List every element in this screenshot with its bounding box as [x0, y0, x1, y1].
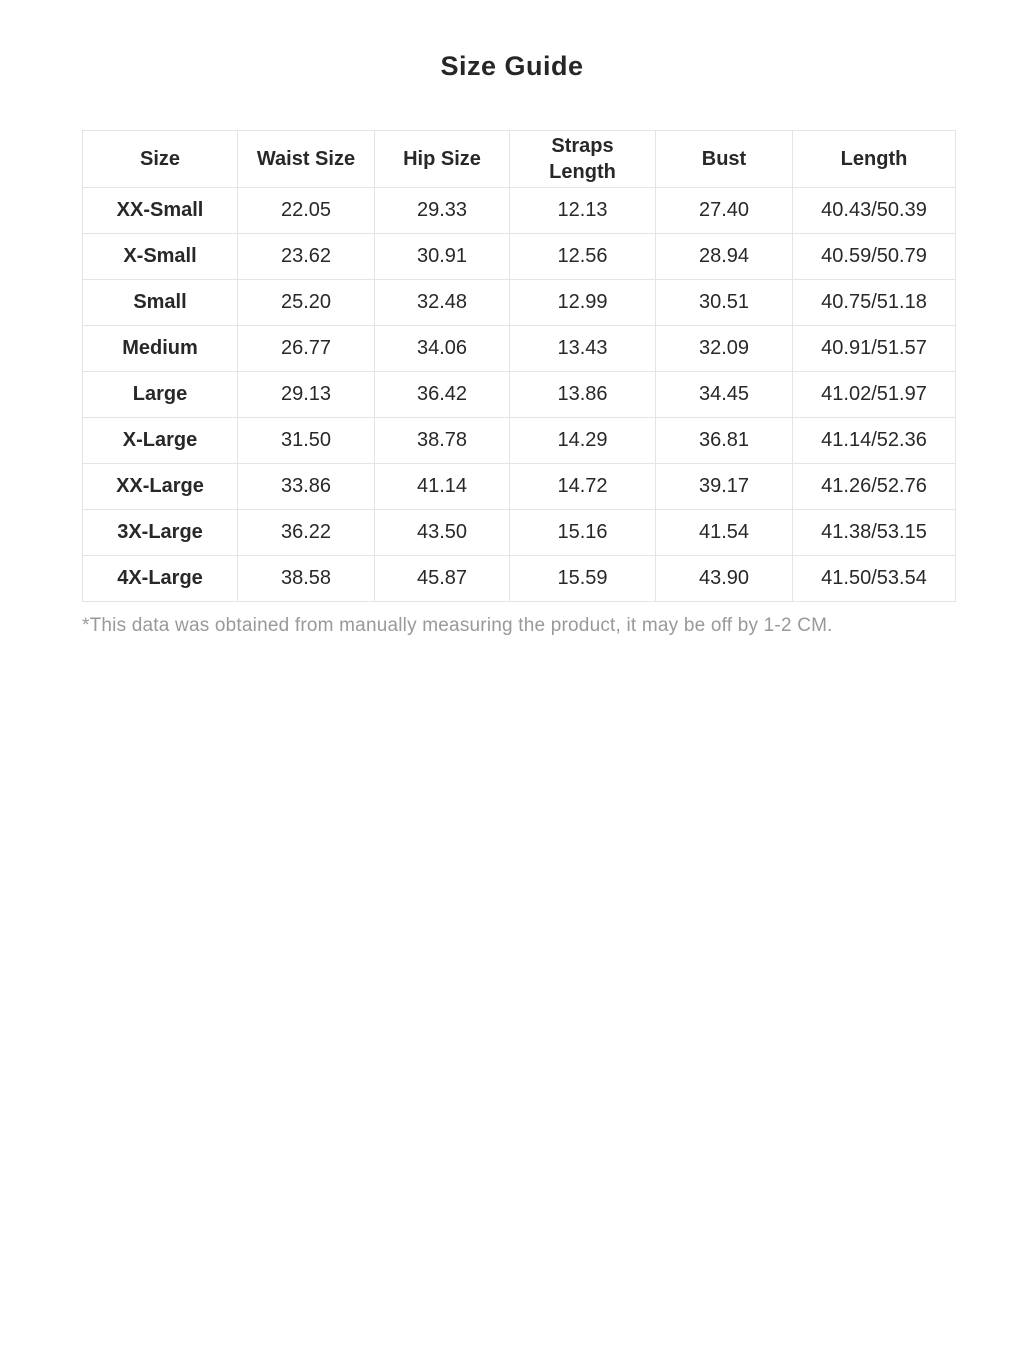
size-label-cell: XX-Large — [83, 464, 238, 510]
waist-size-cell: 26.77 — [238, 326, 375, 372]
bust-cell: 30.51 — [656, 280, 793, 326]
size-label-cell: XX-Small — [83, 188, 238, 234]
length-cell: 40.75/51.18 — [793, 280, 956, 326]
size-label-cell: 3X-Large — [83, 510, 238, 556]
bust-cell: 39.17 — [656, 464, 793, 510]
hip-size-cell: 43.50 — [375, 510, 510, 556]
size-label-cell: Medium — [83, 326, 238, 372]
straps-length-cell: 12.99 — [510, 280, 656, 326]
table-row — [83, 510, 956, 556]
straps-length-cell: 15.59 — [510, 556, 656, 602]
table-row — [83, 418, 956, 464]
column-header-waist-size: Waist Size — [238, 131, 375, 188]
table-row — [83, 556, 956, 602]
bust-cell: 36.81 — [656, 418, 793, 464]
straps-length-cell: 13.43 — [510, 326, 656, 372]
size-label-cell: Large — [83, 372, 238, 418]
hip-size-cell: 45.87 — [375, 556, 510, 602]
column-header-straps-length: Straps Length — [510, 131, 656, 188]
hip-size-cell: 32.48 — [375, 280, 510, 326]
length-cell: 41.26/52.76 — [793, 464, 956, 510]
table-row — [83, 464, 956, 510]
hip-size-cell: 41.14 — [375, 464, 510, 510]
table-row — [83, 280, 956, 326]
bust-cell: 43.90 — [656, 556, 793, 602]
waist-size-cell: 38.58 — [238, 556, 375, 602]
length-cell: 41.50/53.54 — [793, 556, 956, 602]
waist-size-cell: 31.50 — [238, 418, 375, 464]
waist-size-cell: 23.62 — [238, 234, 375, 280]
column-header-size: Size — [83, 131, 238, 188]
straps-length-cell: 14.29 — [510, 418, 656, 464]
straps-length-cell: 15.16 — [510, 510, 656, 556]
length-cell: 41.02/51.97 — [793, 372, 956, 418]
size-label-cell: 4X-Large — [83, 556, 238, 602]
length-cell: 40.91/51.57 — [793, 326, 956, 372]
straps-length-cell: 12.13 — [510, 188, 656, 234]
straps-length-cell: 12.56 — [510, 234, 656, 280]
header-row — [83, 131, 956, 188]
waist-size-cell: 22.05 — [238, 188, 375, 234]
hip-size-cell: 38.78 — [375, 418, 510, 464]
bust-cell: 28.94 — [656, 234, 793, 280]
bust-cell: 41.54 — [656, 510, 793, 556]
hip-size-cell: 29.33 — [375, 188, 510, 234]
bust-cell: 32.09 — [656, 326, 793, 372]
hip-size-cell: 30.91 — [375, 234, 510, 280]
bust-cell: 34.45 — [656, 372, 793, 418]
table-row — [83, 234, 956, 280]
size-guide-table — [82, 130, 956, 602]
straps-length-cell: 13.86 — [510, 372, 656, 418]
column-header-bust: Bust — [656, 131, 793, 188]
size-label-cell: X-Small — [83, 234, 238, 280]
length-cell: 41.38/53.15 — [793, 510, 956, 556]
bust-cell: 27.40 — [656, 188, 793, 234]
length-cell: 40.59/50.79 — [793, 234, 956, 280]
waist-size-cell: 29.13 — [238, 372, 375, 418]
table-row — [83, 372, 956, 418]
length-cell: 40.43/50.39 — [793, 188, 956, 234]
straps-length-cell: 14.72 — [510, 464, 656, 510]
waist-size-cell: 33.86 — [238, 464, 375, 510]
hip-size-cell: 36.42 — [375, 372, 510, 418]
size-label-cell: X-Large — [83, 418, 238, 464]
table-row — [83, 326, 956, 372]
hip-size-cell: 34.06 — [375, 326, 510, 372]
size-label-cell: Small — [83, 280, 238, 326]
column-header-length: Length — [793, 131, 956, 188]
column-header-hip-size: Hip Size — [375, 131, 510, 188]
measurement-disclaimer: *This data was obtained from manually measuring the product, it may be off by 1-2 CM. — [82, 615, 833, 636]
length-cell: 41.14/52.36 — [793, 418, 956, 464]
table-row — [83, 188, 956, 234]
waist-size-cell: 25.20 — [238, 280, 375, 326]
waist-size-cell: 36.22 — [238, 510, 375, 556]
page-title: Size Guide — [440, 51, 584, 81]
